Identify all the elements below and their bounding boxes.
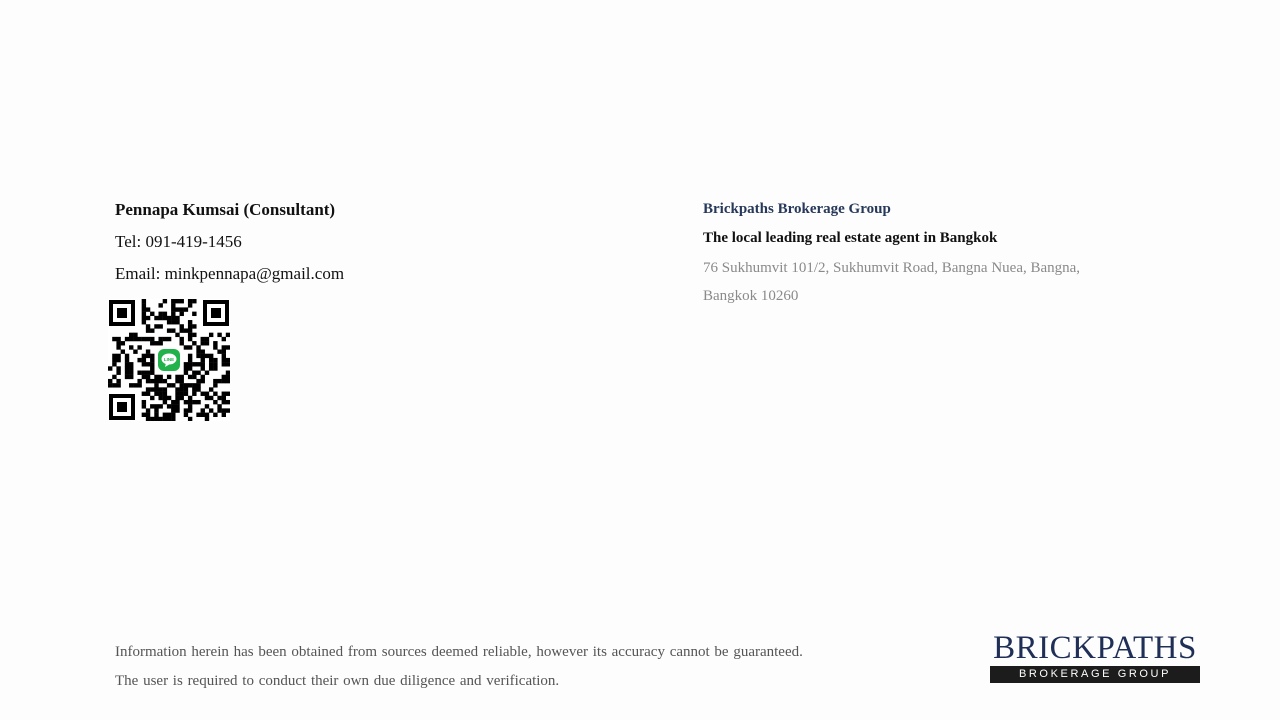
- disclaimer-line-2: The user is required to conduct their own due diligence and verification.: [115, 673, 560, 689]
- company-name: Brickpaths Brokerage Group: [703, 201, 891, 217]
- line-qr-code: [108, 299, 230, 421]
- agent-phone: Tel: 091-419-1456: [115, 232, 242, 251]
- svg-text:LINE: LINE: [163, 357, 175, 362]
- company-tagline: The local leading real estate agent in Bangkok: [703, 230, 998, 246]
- logo-wordmark: BRICKPATHS: [993, 630, 1197, 666]
- company-block: [703, 197, 1153, 310]
- brickpaths-logo: [990, 632, 1200, 686]
- disclaimer: [115, 638, 875, 696]
- agent-name: Pennapa Kumsai (Consultant): [115, 200, 336, 219]
- agent-email: Email: minkpennapa@gmail.com: [115, 264, 345, 283]
- logo-subtitle-bar: BROKERAGE GROUP: [990, 666, 1200, 683]
- disclaimer-line-1: Information herein has been obtained from sources deemed reliable, however its accuracy cannot be guaranteed.: [115, 644, 803, 660]
- line-app-icon: [155, 346, 183, 374]
- company-address: 76 Sukhumvit 101/2, Sukhumvit Road, Bangna Nuea, Bangna, Bangkok 10260: [703, 260, 1081, 304]
- agent-contact-block: [115, 198, 535, 294]
